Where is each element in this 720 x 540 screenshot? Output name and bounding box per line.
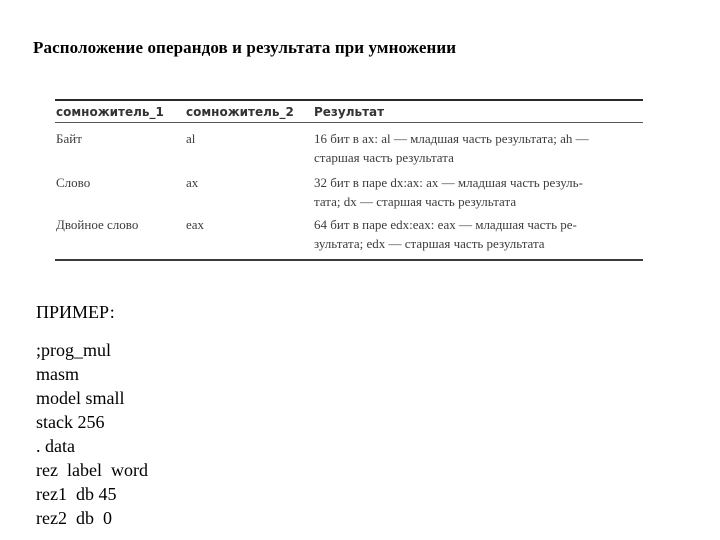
table-row-dword-multiplier-1: Двойное слово (56, 217, 139, 232)
table-row-word-result-line-1: 32 бит в паре dx:ax: ax — младшая часть резуль- (314, 175, 583, 190)
table-bottom-rule (55, 259, 643, 261)
code-line: ;prog_mul (36, 340, 111, 360)
example-label: ПРИМЕР: (36, 302, 115, 322)
table-row-byte-result-line-2: старшая часть результата (314, 150, 454, 165)
header-multiplier-1: сомножитель_1 (56, 105, 164, 119)
code-line: model small (36, 388, 125, 408)
code-line: rez1 db 45 (36, 484, 117, 504)
table-row-byte-result-line-1: 16 бит в ax: al — младшая часть результата; ah — (314, 131, 589, 146)
table-row-word-result-line-2: тата; dx — старшая часть результата (314, 194, 517, 209)
table-row-dword-multiplier-2: eax (186, 217, 205, 232)
table-row-byte-multiplier-1: Байт (56, 131, 82, 146)
table-header-rule (55, 122, 643, 123)
table-row-byte-multiplier-2: al (186, 131, 196, 146)
table-row-word-multiplier-1: Слово (56, 175, 91, 190)
code-line: stack 256 (36, 412, 105, 432)
page-title: Расположение операндов и результата при умножении (33, 38, 457, 57)
table-row-dword-result-line-1: 64 бит в паре edx:eax: eax — младшая часть ре- (314, 217, 577, 232)
table-top-rule (55, 99, 643, 101)
code-line: masm (36, 364, 79, 384)
header-multiplier-2: сомножитель_2 (186, 105, 294, 119)
code-line: rez2 db 0 (36, 508, 112, 528)
code-line: rez label word (36, 460, 148, 480)
header-result: Результат (314, 105, 385, 119)
table-row-dword-result-line-2: зультата; edx — старшая часть результата (314, 236, 545, 251)
table-row-word-multiplier-2: ax (186, 175, 199, 190)
code-line: . data (36, 436, 75, 456)
operand-table (50, 95, 644, 265)
code-listing (36, 338, 148, 530)
